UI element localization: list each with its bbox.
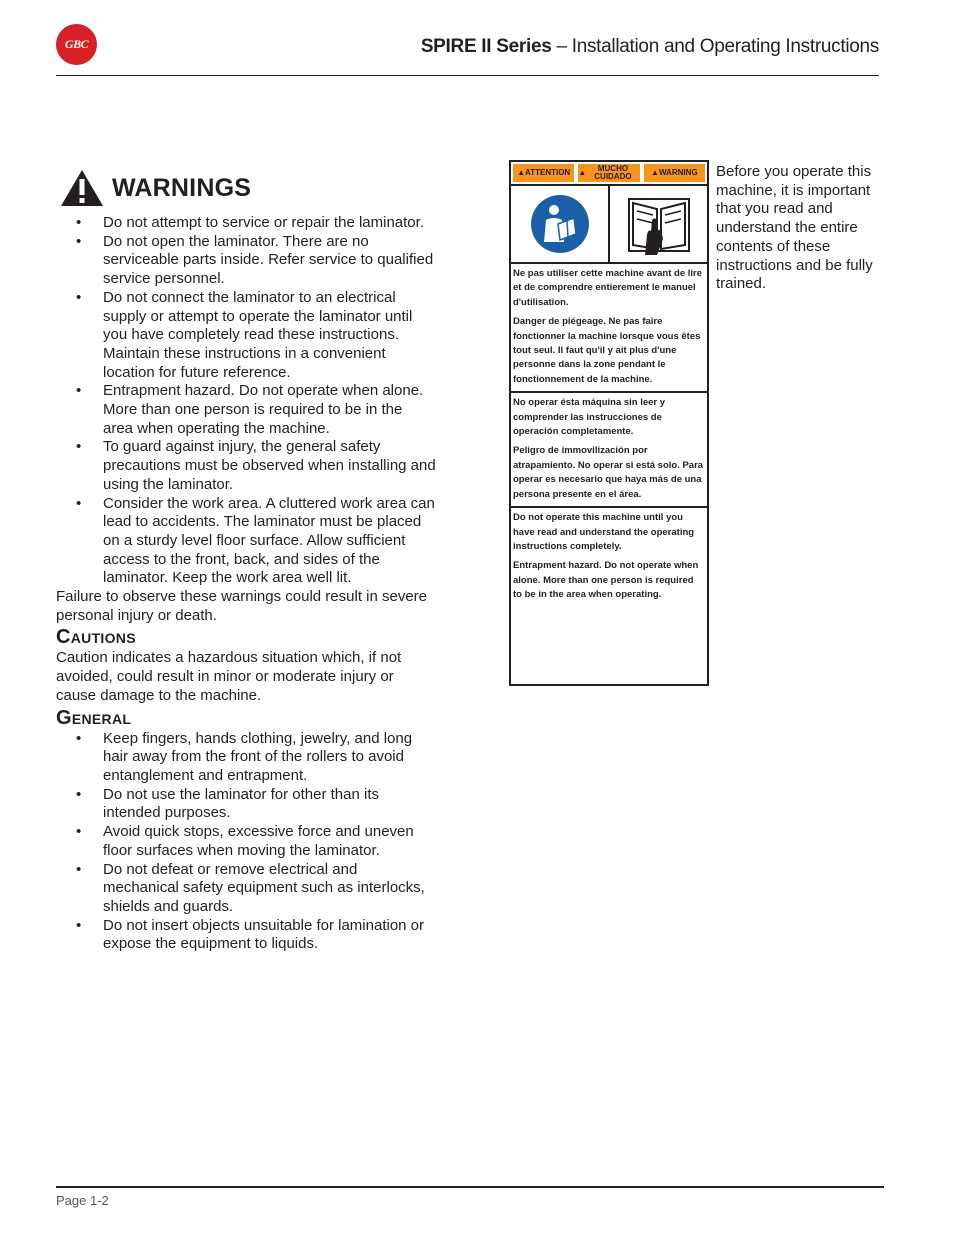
- document-title: [421, 36, 879, 58]
- read-manual-icon: [530, 194, 590, 254]
- tag-warning: ▲ WARNING: [644, 164, 705, 182]
- label-icon-cell: [511, 186, 610, 262]
- list-item: • Do not defeat or remove electrical and mechanical safety equipment such as interlocks, shields and guards.: [103, 861, 436, 917]
- warning-triangle-icon: [60, 169, 104, 207]
- label-french-line: Ne pas utiliser cette machine avant de lire et de comprendre entierement le manuel d'utilisation.: [513, 268, 703, 308]
- gbc-logo: [56, 24, 97, 65]
- list-item: • Keep fingers, hands clothing, jewelry, and long hair away from the front of the rollers to avoid entanglement and entrapment.: [103, 730, 436, 786]
- tag-mucho-cuidado: ▲ MUCHO CUIDADO: [578, 164, 639, 182]
- list-item: • Do not use the laminator for other than its intended purposes.: [103, 786, 436, 823]
- label-english-line: Entrapment hazard. Do not operate when alone. More than one person is required to be in the area when operating.: [513, 560, 699, 601]
- warnings-heading: WARNINGS: [112, 173, 252, 202]
- label-tag-row: [511, 162, 707, 186]
- header-rule: [56, 75, 879, 76]
- cautions-text: Caution indicates a hazardous situation which, if not avoided, could result in minor or moderate injury or cause damage to the machine.: [56, 649, 402, 704]
- label-icon-cell: [610, 186, 707, 262]
- label-spanish-line: Peligro de immovilización por atrapamiento. No operar si está solo. Para operar es necesario que haya más de una persona presente en el área.: [513, 445, 704, 500]
- cautions-heading: Cautions: [56, 626, 136, 649]
- logo-text: GBC: [64, 37, 89, 51]
- safety-label: [509, 160, 709, 686]
- label-english-section: [511, 508, 707, 606]
- label-spanish-section: [511, 393, 707, 508]
- title-series: SPIRE II Series: [420, 36, 552, 57]
- footer-rule: [56, 1186, 884, 1188]
- page-number: Page 1-2: [56, 1193, 109, 1208]
- tag-warning-glyph-icon: ▲: [578, 168, 587, 177]
- label-icon-row: [511, 186, 707, 264]
- label-spanish-line: No operar ésta máquina sin leer y comprender las instrucciones de operación completamente.: [513, 397, 666, 438]
- list-item: • Do not insert objects unsuitable for lamination or expose the equipment to liquids.: [103, 917, 436, 954]
- tag-warning-glyph-icon: ▲: [651, 168, 659, 177]
- list-item: • Do not open the laminator. There are no serviceable parts inside. Refer service to qualified service personnel.: [103, 233, 436, 289]
- label-french-section: [511, 264, 707, 393]
- tag-attention: ▲ ATTENTION: [513, 164, 574, 182]
- safety-column: [56, 168, 436, 954]
- general-heading: General: [56, 706, 132, 729]
- side-note: Before you operate this machine, it is important that you read and understand the entire contents of these instructions and be fully trained.: [716, 163, 873, 293]
- label-french-line: Danger de piégeage. Ne pas faire fonctionner la machine lorsque vous êtes tout seul. Il faut qu'il y ait plus d'une personne dans la zone pendant le fonctionnement de la machine.: [513, 316, 701, 385]
- list-item: • Consider the work area. A cluttered work area can lead to accidents. The laminator must be placed on a sturdy level floor surface. Allow sufficient access to the front, back, and sides of the laminator. Keep the work area well lit.: [103, 495, 436, 589]
- warnings-footer-text: Failure to observe these warnings could result in severe personal injury or death.: [56, 588, 428, 624]
- list-item: • Avoid quick stops, excessive force and uneven floor surfaces when moving the laminator.: [103, 823, 436, 860]
- label-english-line: Do not operate this machine until you have read and understand the operating instructions completely.: [513, 512, 695, 552]
- hand-entrapment-icon: [627, 191, 691, 257]
- warnings-heading-row: [56, 168, 436, 208]
- title-subtitle: – Installation and Operating Instructions: [551, 36, 879, 57]
- tag-warning-glyph-icon: ▲: [517, 168, 526, 177]
- warnings-list: [56, 214, 436, 588]
- general-list: [56, 730, 436, 954]
- list-item: • Do not connect the laminator to an electrical supply or attempt to operate the laminator until you have completely read these instructions. Maintain these instructions in a convenient location for future reference.: [103, 289, 436, 383]
- list-item: • To guard against injury, the general safety precautions must be observed when installing and using the laminator.: [103, 438, 436, 494]
- list-item: • Entrapment hazard. Do not operate when alone. More than one person is required to be in the area when operating the machine.: [103, 382, 436, 438]
- list-item: • Do not attempt to service or repair the laminator.: [103, 214, 436, 233]
